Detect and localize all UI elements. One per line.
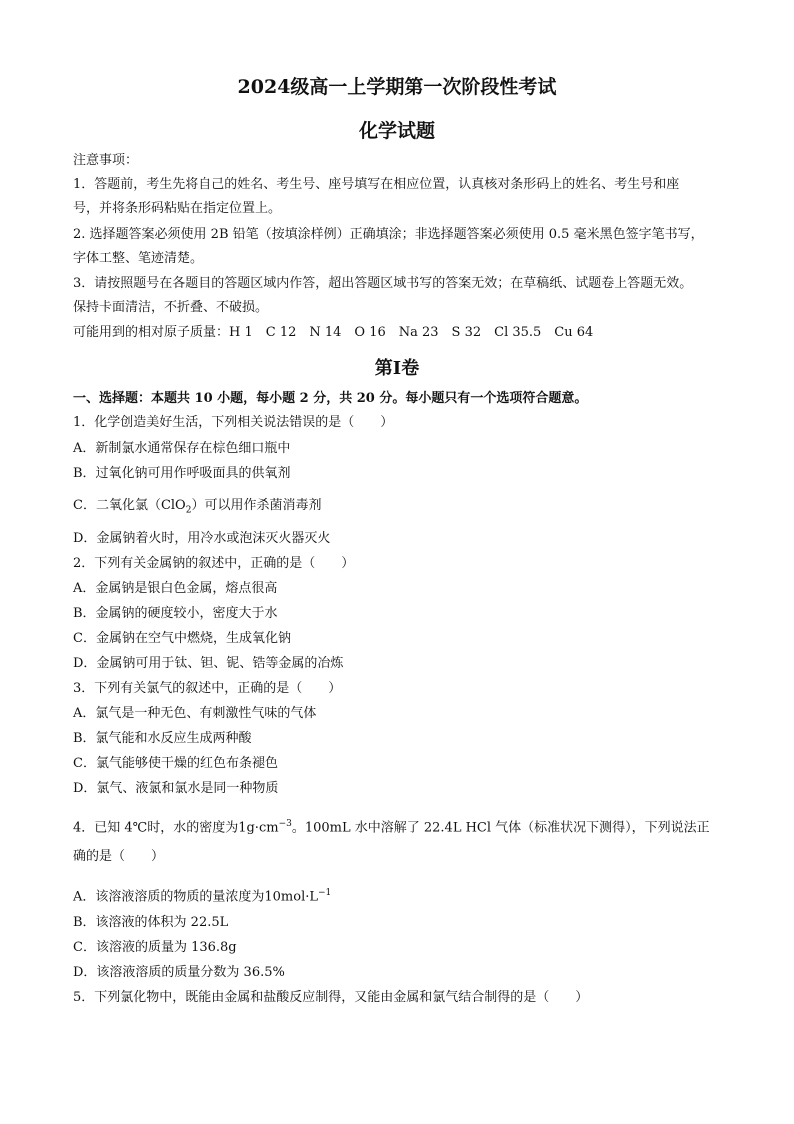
q2-option-b: B．金属钠的硬度较小，密度大于水: [73, 606, 278, 621]
q2-stem: 2．下列有关金属钠的叙述中，正确的是（ ）: [73, 556, 355, 571]
q4-density-exponent: −3: [278, 819, 292, 829]
q2-option-c: C．金属钠在空气中燃烧，生成氧化钠: [73, 631, 291, 646]
q3-option-a: A．氯气是一种无色、有刺激性气味的气体: [73, 706, 317, 721]
q1-formula-subscript: 2: [185, 505, 192, 516]
q4-stem-prefix: 4．已知 4℃时，水的密度为: [73, 820, 239, 836]
q3-option-d: D．氯气、液氯和氯水是同一种物质: [73, 781, 279, 796]
notice-heading: 注意事项：: [73, 153, 139, 168]
notice-item-3-line-2: 保持卡面清洁，不折叠、不破损。: [73, 300, 269, 315]
notice-item-2-line-1: 2. 选择题答案必须使用 2B 铅笔（按填涂样例）正确填涂；非选择题答案必须使用 0.5 毫米黑色签字笔书写，: [73, 227, 704, 242]
notice-item-2-line-2: 字体工整、笔迹清楚。: [73, 251, 204, 266]
atomic-masses: 可能用到的相对原子质量：H 1 C 12 N 14 O 16 Na 23 S 32 Cl 35.5 Cu 64: [73, 325, 594, 340]
q4-option-a-prefix: A．该溶液溶质的物质的量浓度为: [73, 889, 265, 905]
q4-option-a: [73, 884, 331, 906]
notice-item-3-line-1: 3．请按照题号在各题目的答题区域内作答，超出答题区域书写的答案无效；在草稿纸、试题卷上答题无效。: [73, 276, 693, 291]
q4-option-b: B．该溶液的体积为 22.5L: [73, 915, 229, 930]
q4-stem: [73, 815, 710, 837]
q4-stem-suffix: 。100mL 水中溶解了 22.4L HCl 气体（标准状况下测得），下列说法正: [291, 820, 710, 836]
q4-option-d: D．该溶液溶质的质量分数为 36.5%: [73, 965, 285, 980]
q1-option-a: A．新制氯水通常保存在棕色细口瓶中: [73, 441, 291, 456]
q4-stem-line-2: 确的是（ ）: [73, 849, 165, 864]
q1-formula: ClO: [160, 498, 186, 513]
q4-option-c: C．该溶液的质量为 136.8g: [73, 940, 237, 955]
q1-option-c-suffix: ）可以用作杀菌消毒剂: [191, 498, 322, 513]
exam-subtitle: 化学试题: [358, 120, 435, 142]
q1-option-c-prefix: C．二氧化氯（: [73, 498, 161, 513]
q3-stem: 3．下列有关氯气的叙述中，正确的是（ ）: [73, 681, 342, 696]
q4-concentration: 10mol·L: [264, 889, 319, 905]
q4-concentration-exponent: −1: [318, 888, 332, 898]
q1-option-b: B．过氧化钠可用作呼吸面具的供氧剂: [73, 466, 291, 481]
exam-title: 2024级高一上学期第一次阶段性考试: [237, 76, 557, 98]
q1-option-c: [73, 497, 321, 520]
q2-option-d: D．金属钠可用于钛、钽、铌、锆等金属的冶炼: [73, 656, 344, 671]
q1-option-d: D．金属钠着火时，用冷水或泡沫灭火器灭火: [73, 531, 331, 546]
notice-item-1-line-1: 1．答题前，考生先将自己的姓名、考生号、座号填写在相应位置，认真核对条形码上的姓名、考生号和座: [73, 177, 680, 192]
part-one-heading: 一、选择题：本题共 10 小题，每小题 2 分，共 20 分。每小题只有一个选项符合题意。: [73, 391, 588, 406]
q5-stem: 5．下列氯化物中，既能由金属和盐酸反应制得，又能由金属和氯气结合制得的是（ ）: [73, 990, 589, 1005]
q4-density: 1g·cm: [238, 820, 279, 836]
section-title: 第Ⅰ卷: [374, 358, 420, 379]
q1-stem: 1．化学创造美好生活，下列相关说法错误的是（ ）: [73, 415, 394, 430]
notice-item-1-line-2: 号，并将条形码粘贴在指定位置上。: [73, 201, 282, 216]
q3-option-c: C．氯气能够使干燥的红色布条褪色: [73, 756, 278, 771]
q2-option-a: A．金属钠是银白色金属，熔点很高: [73, 581, 278, 596]
q3-option-b: B．氯气能和水反应生成两种酸: [73, 731, 252, 746]
